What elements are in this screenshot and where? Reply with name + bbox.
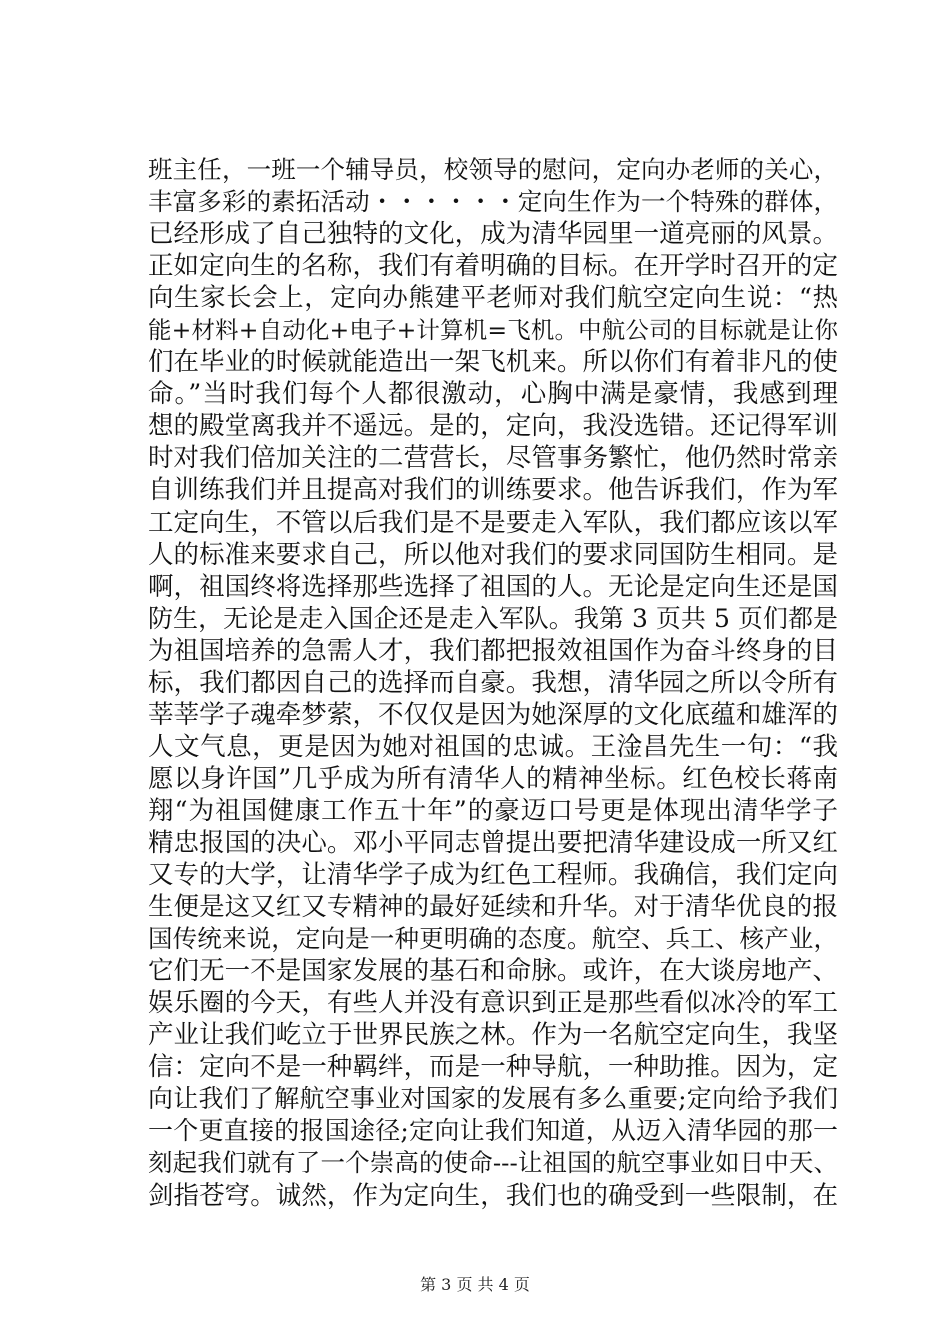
text-line: 剑指苍穹。诚然，作为定向生，我们也的确受到一些限制，在 [148, 1180, 838, 1211]
text-line: 正如定向生的名称，我们有着明确的目标。在开学时召开的定 [148, 251, 838, 282]
text-line: 啊，祖国终将选择那些选择了祖国的人。无论是定向生还是国 [148, 571, 838, 602]
text-line: 时对我们倍加关注的二营营长，尽管事务繁忙，他仍然时常亲 [148, 443, 838, 474]
text-line: 防生，无论是走入国企还是走入军队。我第 3 页共 5 页们都是 [148, 603, 838, 633]
page-footer: 第 3 页 共 4 页 [420, 1275, 530, 1294]
text-line: 丰富多彩的素拓活动・・・・・・定向生作为一个特殊的群体， [148, 187, 838, 217]
text-line: 想的殿堂离我并不遥远。是的，定向，我没选错。还记得军训 [148, 411, 838, 442]
text-line: 人的标准来要求自己，所以他对我们的要求同国防生相同。是 [148, 539, 838, 570]
text-line: 莘莘学子魂牵梦萦，不仅仅是因为她深厚的文化底蕴和雄浑的 [148, 699, 838, 730]
text-line: 娱乐圈的今天，有些人并没有意识到正是那些看似冰冷的军工 [148, 988, 838, 1019]
text-line: 自训练我们并且提高对我们的训练要求。他告诉我们，作为军 [148, 475, 838, 506]
text-line: 翔“为祖国健康工作五十年”的豪迈口号更是体现出清华学子 [148, 795, 838, 826]
text-line: 命。”当时我们每个人都很激动，心胸中满是豪情，我感到理 [148, 379, 838, 410]
text-line: 标，我们都因自己的选择而自豪。我想，清华园之所以令所有 [148, 667, 838, 698]
text-line: 产业让我们屹立于世界民族之林。作为一名航空定向生，我坚 [148, 1020, 838, 1051]
text-line: 一个更直接的报国途径;定向让我们知道，从迈入清华园的那一 [148, 1116, 838, 1146]
text-line: 精忠报国的决心。邓小平同志曾提出要把清华建设成一所又红 [148, 827, 838, 858]
text-line: 已经形成了自己独特的文化，成为清华园里一道亮丽的风景。 [148, 219, 838, 250]
text-line: 愿以身许国”几乎成为所有清华人的精神坐标。红色校长蒋南 [148, 763, 838, 794]
text-line: 能+材料+自动化+电子+计算机=飞机。中航公司的目标就是让你 [148, 316, 838, 345]
text-line: 人文气息，更是因为她对祖国的忠诚。王淦昌先生一句：“我 [148, 731, 838, 762]
text-line: 又专的大学，让清华学子成为红色工程师。我确信，我们定向 [148, 860, 838, 891]
text-line: 生便是这又红又专精神的最好延续和升华。对于清华优良的报 [148, 892, 838, 923]
body-text [148, 154, 838, 1212]
text-line: 为祖国培养的急需人才，我们都把报效祖国作为奋斗终身的目 [148, 635, 838, 666]
text-line: 工定向生，不管以后我们是不是要走入军队，我们都应该以军 [148, 507, 838, 538]
text-line: 信：定向不是一种羁绊，而是一种导航，一种助推。因为，定 [148, 1052, 838, 1083]
text-line: 国传统来说，定向是一种更明确的态度。航空、兵工、核产业， [148, 924, 838, 954]
text-line: 它们无一不是国家发展的基石和命脉。或许，在大谈房地产、 [148, 956, 838, 987]
text-line: 向生家长会上，定向办熊建平老师对我们航空定向生说：“热 [148, 283, 838, 314]
text-line: 们在毕业的时候就能造出一架飞机来。所以你们有着非凡的使 [148, 347, 838, 378]
text-line: 刻起我们就有了一个崇高的使命---让祖国的航空事业如日中天、 [148, 1148, 838, 1178]
text-line: 向让我们了解航空事业对国家的发展有多么重要;定向给予我们 [148, 1084, 838, 1114]
text-line: 班主任，一班一个辅导员，校领导的慰问，定向办老师的关心， [148, 155, 838, 184]
